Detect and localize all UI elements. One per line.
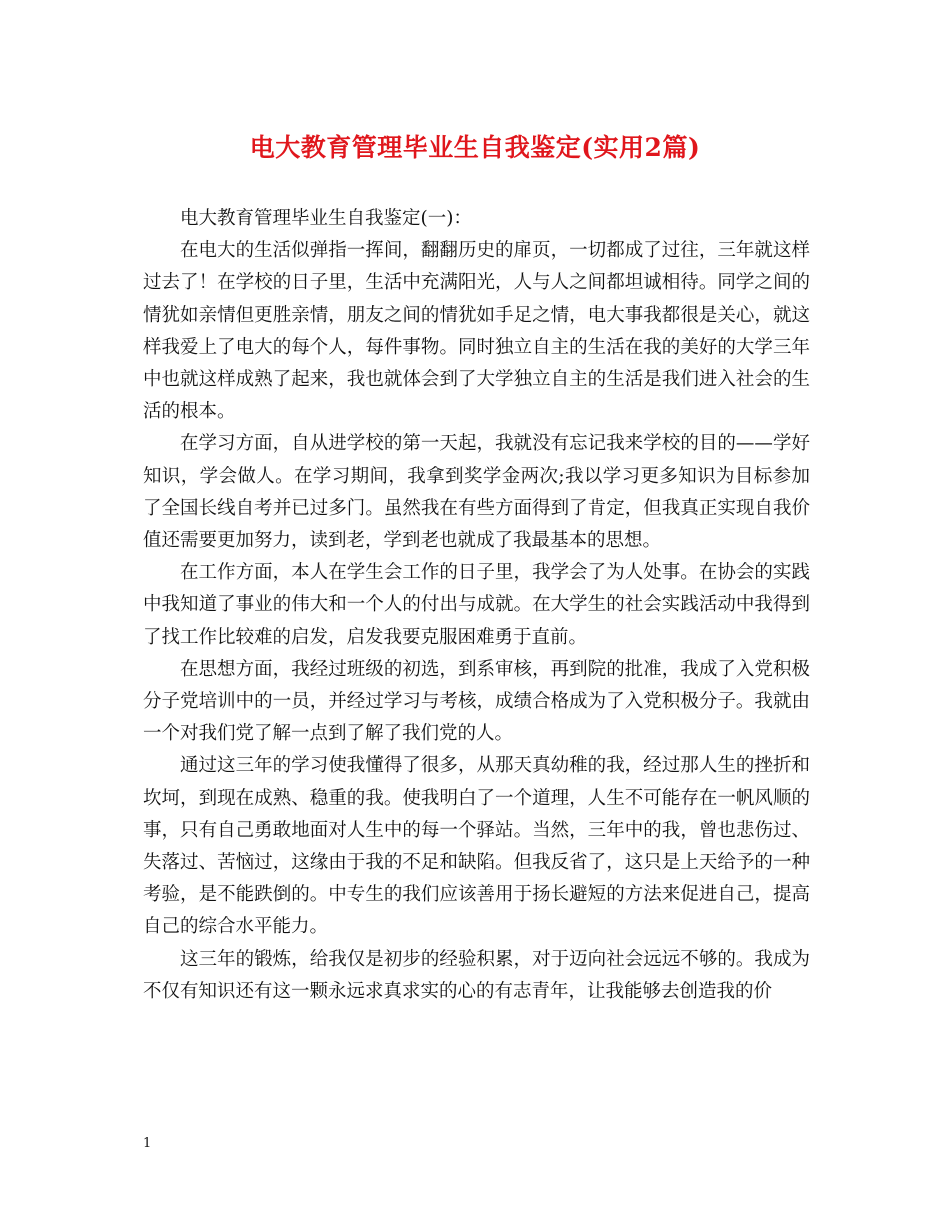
paragraph: 在学习方面，自从进学校的第一天起，我就没有忘记我来学校的目的——学好知识，学会做人。在学习期间，我拿到奖学金两次;我以学习更多知识为目标参加了全国长线自考并已过多门。虽然我在有些方面得到了肯定，但我真正实现自我价值还需要更加努力，读到老，学到老也就成了我最基本的思想。: [143, 433, 810, 552]
paragraph: 在工作方面，本人在学生会工作的日子里，我学会了为人处事。在协会的实践中我知道了事业的伟大和一个人的付出与成就。在大学生的社会实践活动中我得到了找工作比较难的启发，启发我要克服困难勇于直前。: [143, 562, 810, 648]
page-title: 电大教育管理毕业生自我鉴定(实用2篇): [249, 133, 701, 162]
paragraph: 通过这三年的学习使我懂得了很多，从那天真幼稚的我，经过那人生的挫折和坎坷，到现在成熟、稳重的我。使我明白了一个道理，人生不可能存在一帆风顺的事，只有自己勇敢地面对人生中的每一个驿站。当然，三年中的我，曾也悲伤过、失落过、苦恼过，这缘由于我的不足和缺陷。但我反省了，这只是上天给予的一种考验，是不能跌倒的。中专生的我们应该善用于扬长避短的方法来促进自己，提高自己的综合水平能力。: [143, 755, 810, 938]
page-number: 1: [143, 1136, 152, 1151]
paragraph: 在思想方面，我经过班级的初选，到系审核，再到院的批准，我成了入党积极分子党培训中的一员，并经过学习与考核，成绩合格成为了入党积极分子。我就由一个对我们党了解一点到了解了我们党的人。: [143, 658, 810, 745]
paragraph-heading: 电大教育管理毕业生自我鉴定(一)：: [180, 208, 472, 229]
document-body: [143, 203, 810, 1008]
paragraph: 在电大的生活似弹指一挥间，翻翻历史的扉页，一切都成了过往，三年就这样过去了！在学校的日子里，生活中充满阳光，人与人之间都坦诚相待。同学之间的情犹如亲情但更胜亲情，朋友之间的情犹如手足之情，电大事我都很是关心，就这样我爱上了电大的每个人，每件事物。同时独立自主的生活在我的美好的大学三年中也就这样成熟了起来，我也就体会到了大学独立自主的生活是我们进入社会的生活的根本。: [143, 240, 810, 423]
paragraph: 这三年的锻炼，给我仅是初步的经验积累，对于迈向社会远远不够的。我成为不仅有知识还有这一颗永远求真求实的心的有志青年，让我能够去创造我的价: [143, 948, 810, 1002]
